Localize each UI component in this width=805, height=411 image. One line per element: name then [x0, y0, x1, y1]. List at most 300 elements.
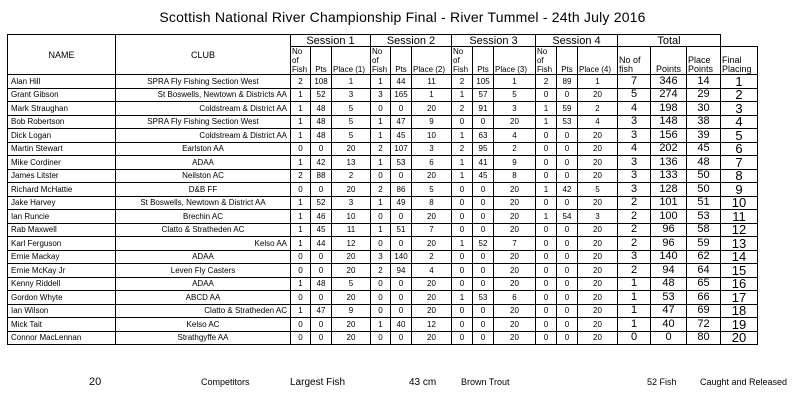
total-fish-cell: 1 [618, 291, 651, 305]
total-fish-cell: 3 [618, 169, 651, 183]
s1-place-cell: 20 [332, 250, 371, 264]
s3-fish-cell: 2 [452, 142, 473, 156]
s2-fish-cell: 2 [371, 183, 391, 197]
s3-place-cell: 20 [494, 223, 536, 237]
s3-place-cell: 1 [494, 75, 536, 89]
club-name: ADAA [116, 250, 291, 264]
s2-pts-cell: 94 [391, 264, 412, 278]
s1-fish-cell: 1 [291, 237, 311, 251]
total-points-cell: 198 [651, 102, 687, 116]
s1-place-cell: 20 [332, 142, 371, 156]
table-row [8, 169, 758, 183]
competitor-name: Dick Logan [8, 129, 116, 143]
s4-place-cell: 20 [578, 291, 618, 305]
s3-fish-cell: 2 [452, 102, 473, 116]
competitor-name: Gordon Whyte [8, 291, 116, 305]
s3-fish-cell: 0 [452, 223, 473, 237]
club-name: Coldstream & District AA [116, 102, 291, 116]
s2-pts-cell: 53 [391, 156, 412, 170]
s4-fish-cell: 0 [536, 129, 557, 143]
s1-place-cell: 20 [332, 183, 371, 197]
s1-fish-cell: 1 [291, 210, 311, 224]
s4-pts-cell: 54 [557, 210, 578, 224]
name-header: NAME [8, 35, 116, 75]
total-points-cell: 128 [651, 183, 687, 197]
s4-fish-cell: 0 [536, 142, 557, 156]
s2-fish-cell: 1 [371, 223, 391, 237]
s1-fish-cell: 0 [291, 183, 311, 197]
s4-place-cell: 20 [578, 223, 618, 237]
s3-pts-cell: 0 [473, 331, 494, 345]
s3-fish-cell: 1 [452, 291, 473, 305]
final-placing-cell: 16 [721, 277, 758, 291]
s2-pts-cell: 0 [391, 169, 412, 183]
largest-fish-label: Largest Fish [290, 377, 346, 388]
s2-place-cell: 20 [412, 304, 452, 318]
s3-pts-cell: 0 [473, 196, 494, 210]
place-points-cell: 30 [687, 102, 721, 116]
s2-place-cell: 20 [412, 210, 452, 224]
s2-pts-cell: 107 [391, 142, 412, 156]
s1-pts-cell: 0 [311, 250, 332, 264]
competitor-name: James Litster [8, 169, 116, 183]
s4-fish-cell: 0 [536, 264, 557, 278]
s1-pts-cell: 0 [311, 331, 332, 345]
s3-place-cell: 20 [494, 304, 536, 318]
final-placing-cell: 9 [721, 183, 758, 197]
total-points-cell: 202 [651, 142, 687, 156]
s1-place-cell: 3 [332, 196, 371, 210]
club-name: St Boswells, Newtown & Districts AA [116, 88, 291, 102]
total-points-cell: 101 [651, 196, 687, 210]
competitor-name: Ernie McKay Jr [8, 264, 116, 278]
caught-released: Caught and Released [700, 377, 788, 387]
s1-pts-cell: 88 [311, 169, 332, 183]
s3-fish-cell: 0 [452, 264, 473, 278]
s3-pts-cell: 0 [473, 277, 494, 291]
s1-place-cell: 10 [332, 210, 371, 224]
place-points-cell: 51 [687, 196, 721, 210]
s2-fish-cell: 0 [371, 291, 391, 305]
s2-place-cell: 9 [412, 115, 452, 129]
s4-place-cell: 20 [578, 142, 618, 156]
place-points-cell: 53 [687, 210, 721, 224]
place-points-cell: 66 [687, 291, 721, 305]
s4-place-cell: 20 [578, 129, 618, 143]
s3-pts-cell: 45 [473, 169, 494, 183]
competitor-name: Richard McHattie [8, 183, 116, 197]
total-fish-cell: 1 [618, 318, 651, 332]
s4-place-cell: 20 [578, 264, 618, 278]
final-placing-cell: 14 [721, 250, 758, 264]
s1-fish-cell: 1 [291, 156, 311, 170]
total-points-cell: 156 [651, 129, 687, 143]
total-fish-cell: 1 [618, 304, 651, 318]
s1-pts-cell: 108 [311, 75, 332, 89]
table-row [8, 115, 758, 129]
s1-pts-cell: 47 [311, 304, 332, 318]
competitor-name: Rab Maxwell [8, 223, 116, 237]
place-points-cell: 50 [687, 169, 721, 183]
club-name: St Boswells, Newtown & District AA [116, 196, 291, 210]
s2-fish-cell: 1 [371, 196, 391, 210]
s3-pts-cell: 91 [473, 102, 494, 116]
s2-pts-cell: 40 [391, 318, 412, 332]
table-row [8, 304, 758, 318]
s4-fish-cell: 1 [536, 102, 557, 116]
total-fish-cell: 1 [618, 277, 651, 291]
s3-place-cell: 20 [494, 196, 536, 210]
competitor-name: Ernie Mackay [8, 250, 116, 264]
table-row [8, 223, 758, 237]
header-row-sessions [8, 35, 758, 47]
total-points-cell: 94 [651, 264, 687, 278]
s3-pts-cell: 41 [473, 156, 494, 170]
s4-pts-cell: 0 [557, 250, 578, 264]
s1-pts-cell: 45 [311, 223, 332, 237]
final-placing-cell: 4 [721, 115, 758, 129]
s2-fish-cell: 1 [371, 318, 391, 332]
place-points-cell: 72 [687, 318, 721, 332]
s3-pts-cell: 0 [473, 115, 494, 129]
s1-pts-cell: 0 [311, 318, 332, 332]
table-row [8, 156, 758, 170]
s2-fish-cell: 1 [371, 75, 391, 89]
s4-fish-cell: 0 [536, 169, 557, 183]
s2-place-cell: 5 [412, 183, 452, 197]
total-fish-cell: 2 [618, 264, 651, 278]
s3-place-cell: 20 [494, 115, 536, 129]
s2-pts-cell: 51 [391, 223, 412, 237]
total-points-cell: 140 [651, 250, 687, 264]
place-points-cell: 69 [687, 304, 721, 318]
total-fish-cell: 3 [618, 183, 651, 197]
s1-pts-cell: 44 [311, 237, 332, 251]
s4-fish-cell: 2 [536, 75, 557, 89]
s2-pts-cell: 49 [391, 196, 412, 210]
s1-pts-cell: 0 [311, 183, 332, 197]
place-points-cell: 39 [687, 129, 721, 143]
s4-pts-cell: 0 [557, 318, 578, 332]
total-fish-cell: 3 [618, 156, 651, 170]
s1-fish-cell: 2 [291, 75, 311, 89]
table-row [8, 291, 758, 305]
s2-place-cell: 11 [412, 75, 452, 89]
s1-fish-cell: 1 [291, 223, 311, 237]
total-fish-cell: 2 [618, 210, 651, 224]
s1-pts-cell: 52 [311, 196, 332, 210]
s1-place-cell: 9 [332, 304, 371, 318]
s1-fish-cell: 1 [291, 129, 311, 143]
s3-place-cell: 7 [494, 237, 536, 251]
competitor-name: Connor MacLennan [8, 331, 116, 345]
largest-fish-size: 43 cm [409, 377, 437, 388]
s3-fish-cell: 0 [452, 183, 473, 197]
total-fish-cell: 2 [618, 223, 651, 237]
place-points-cell: 59 [687, 237, 721, 251]
s3-place-cell: 20 [494, 210, 536, 224]
table-row [8, 142, 758, 156]
s1-pts-header: Pts [311, 47, 332, 75]
s1-fish-cell: 1 [291, 88, 311, 102]
total-fish-cell: 4 [618, 102, 651, 116]
session2-header: Session 2 [371, 35, 452, 47]
competitor-name: Karl Ferguson [8, 237, 116, 251]
s3-place-cell: 20 [494, 277, 536, 291]
s3-place-cell: 20 [494, 264, 536, 278]
final-placing-cell: 11 [721, 210, 758, 224]
s2-fish-cell: 1 [371, 129, 391, 143]
s3-fish-cell: 0 [452, 115, 473, 129]
s2-fish-cell: 2 [371, 264, 391, 278]
total-points-cell: 96 [651, 237, 687, 251]
club-name: D&B FF [116, 183, 291, 197]
table-row [8, 250, 758, 264]
s2-place-header: Place (2) [412, 47, 452, 75]
competitor-name: Ian Runcie [8, 210, 116, 224]
s1-fish-cell: 1 [291, 196, 311, 210]
s3-pts-cell: 0 [473, 183, 494, 197]
total-points-cell: 48 [651, 277, 687, 291]
s1-place-cell: 2 [332, 169, 371, 183]
s2-place-cell: 20 [412, 169, 452, 183]
s4-pts-cell: 0 [557, 88, 578, 102]
competitor-count: 20 [89, 376, 102, 388]
s4-place-cell: 3 [578, 210, 618, 224]
s1-place-header: Place (1) [332, 47, 371, 75]
s4-place-cell: 4 [578, 115, 618, 129]
club-header: CLUB [116, 35, 291, 75]
final-placing-cell: 3 [721, 102, 758, 116]
s2-place-cell: 8 [412, 196, 452, 210]
s2-pts-cell: 0 [391, 291, 412, 305]
s1-pts-cell: 0 [311, 142, 332, 156]
club-name: ADAA [116, 277, 291, 291]
total-fish-cell: 5 [618, 88, 651, 102]
s4-pts-cell: 53 [557, 115, 578, 129]
club-name: Clatto & Stratheden AC [116, 304, 291, 318]
total-fish-cell: 7 [618, 75, 651, 89]
table-row [8, 88, 758, 102]
final-placing-cell: 15 [721, 264, 758, 278]
s1-place-cell: 12 [332, 237, 371, 251]
blank-header-cell [721, 35, 758, 47]
s1-place-cell: 5 [332, 102, 371, 116]
table-row [8, 102, 758, 116]
competitor-name: Martin Stewart [8, 142, 116, 156]
table-row [8, 196, 758, 210]
place-points-cell: 80 [687, 331, 721, 345]
s1-pts-cell: 48 [311, 115, 332, 129]
s1-fish-cell: 2 [291, 169, 311, 183]
largest-fish-species: Brown Trout [461, 377, 510, 387]
s4-fish-cell: 0 [536, 88, 557, 102]
final-placing-cell: 5 [721, 129, 758, 143]
place-points-header: Place Points [687, 47, 721, 75]
s1-place-cell: 20 [332, 331, 371, 345]
s1-pts-cell: 46 [311, 210, 332, 224]
s3-place-cell: 20 [494, 318, 536, 332]
total-fish-cell: 4 [618, 142, 651, 156]
s4-pts-cell: 0 [557, 142, 578, 156]
s1-fish-cell: 1 [291, 115, 311, 129]
s2-place-cell: 12 [412, 318, 452, 332]
s3-place-cell: 8 [494, 169, 536, 183]
table-row [8, 237, 758, 251]
total-fish-header: No of fish [618, 47, 651, 75]
s4-pts-cell: 0 [557, 169, 578, 183]
s3-pts-cell: 105 [473, 75, 494, 89]
table-row [8, 75, 758, 89]
s4-place-cell: 20 [578, 277, 618, 291]
s3-place-cell: 20 [494, 331, 536, 345]
club-name: ABCD AA [116, 291, 291, 305]
s2-pts-cell: 0 [391, 304, 412, 318]
club-name: Neilston AC [116, 169, 291, 183]
s3-fish-cell: 1 [452, 169, 473, 183]
final-placing-cell: 10 [721, 196, 758, 210]
competitor-name: Grant Gibson [8, 88, 116, 102]
total-points-cell: 53 [651, 291, 687, 305]
s3-fish-cell: 1 [452, 129, 473, 143]
place-points-cell: 14 [687, 75, 721, 89]
s1-place-cell: 5 [332, 277, 371, 291]
s1-fish-header: No of Fish [291, 47, 311, 75]
s2-fish-cell: 1 [371, 156, 391, 170]
s2-place-cell: 1 [412, 88, 452, 102]
s3-place-cell: 20 [494, 183, 536, 197]
total-fish-cell: 3 [618, 115, 651, 129]
total-fish-cell: 3 [618, 250, 651, 264]
club-name: Strathgyffe AA [116, 331, 291, 345]
s1-fish-cell: 1 [291, 102, 311, 116]
s3-fish-cell: 0 [452, 250, 473, 264]
place-points-cell: 64 [687, 264, 721, 278]
final-placing-cell: 20 [721, 331, 758, 345]
table-row [8, 331, 758, 345]
s4-pts-cell: 0 [557, 304, 578, 318]
total-points-cell: 100 [651, 210, 687, 224]
s2-pts-cell: 47 [391, 115, 412, 129]
total-fish-cell: 0 [618, 331, 651, 345]
total-points-cell: 40 [651, 318, 687, 332]
s4-place-cell: 20 [578, 318, 618, 332]
place-points-cell: 62 [687, 250, 721, 264]
competitor-name: Alan Hill [8, 75, 116, 89]
s4-pts-cell: 89 [557, 75, 578, 89]
s3-fish-cell: 0 [452, 331, 473, 345]
s3-place-cell: 20 [494, 250, 536, 264]
s4-fish-cell: 0 [536, 223, 557, 237]
club-name: ADAA [116, 156, 291, 170]
s4-place-header: Place (4) [578, 47, 618, 75]
results-table [7, 34, 758, 345]
session1-header: Session 1 [291, 35, 371, 47]
s4-pts-cell: 0 [557, 331, 578, 345]
place-points-cell: 38 [687, 115, 721, 129]
s4-place-cell: 20 [578, 237, 618, 251]
competitors-label: Competitors [201, 377, 250, 387]
s4-pts-cell: 0 [557, 196, 578, 210]
page-title: Scottish National River Championship Final - River Tummel - 24th July 2016 [159, 9, 646, 25]
s4-place-cell: 20 [578, 196, 618, 210]
s4-place-cell: 20 [578, 156, 618, 170]
s2-pts-cell: 44 [391, 75, 412, 89]
s2-pts-cell: 0 [391, 210, 412, 224]
s3-fish-cell: 0 [452, 277, 473, 291]
club-name: Kelso AC [116, 318, 291, 332]
final-placing-cell: 1 [721, 75, 758, 89]
s3-pts-cell: 57 [473, 88, 494, 102]
s1-pts-cell: 0 [311, 291, 332, 305]
table-row [8, 129, 758, 143]
total-points-cell: 47 [651, 304, 687, 318]
club-name: Clatto & Stratheden AC [116, 223, 291, 237]
s2-place-cell: 2 [412, 250, 452, 264]
s4-place-cell: 20 [578, 250, 618, 264]
table-row [8, 183, 758, 197]
club-name: SPRA Fly Fishing Section West [116, 75, 291, 89]
s3-pts-header: Pts [473, 47, 494, 75]
s3-fish-cell: 1 [452, 156, 473, 170]
final-placing-cell: 12 [721, 223, 758, 237]
s1-fish-cell: 0 [291, 142, 311, 156]
s2-fish-cell: 2 [371, 142, 391, 156]
s3-pts-cell: 0 [473, 304, 494, 318]
s3-pts-cell: 95 [473, 142, 494, 156]
s2-place-cell: 3 [412, 142, 452, 156]
table-row [8, 277, 758, 291]
s4-place-cell: 1 [578, 75, 618, 89]
total-fish: 52 Fish [647, 377, 677, 387]
final-placing-cell: 17 [721, 291, 758, 305]
s4-fish-header: No of Fish [536, 47, 557, 75]
s3-pts-cell: 0 [473, 223, 494, 237]
s3-pts-cell: 0 [473, 250, 494, 264]
s3-pts-cell: 0 [473, 318, 494, 332]
s2-pts-cell: 86 [391, 183, 412, 197]
s2-fish-cell: 0 [371, 304, 391, 318]
place-points-cell: 58 [687, 223, 721, 237]
total-points-cell: 0 [651, 331, 687, 345]
final-placing-cell: 6 [721, 142, 758, 156]
s3-fish-cell: 0 [452, 304, 473, 318]
s1-pts-cell: 52 [311, 88, 332, 102]
s1-place-cell: 3 [332, 88, 371, 102]
s3-pts-cell: 0 [473, 264, 494, 278]
final-placing-header: Final Placing [721, 47, 758, 75]
session3-header: Session 3 [452, 35, 536, 47]
s4-pts-cell: 42 [557, 183, 578, 197]
s4-fish-cell: 0 [536, 237, 557, 251]
s2-place-cell: 20 [412, 102, 452, 116]
s1-place-cell: 1 [332, 75, 371, 89]
competitor-name: Mick Tait [8, 318, 116, 332]
s1-pts-cell: 48 [311, 129, 332, 143]
place-points-cell: 50 [687, 183, 721, 197]
competitor-name: Kenny Riddell [8, 277, 116, 291]
footer [0, 377, 805, 391]
place-points-cell: 29 [687, 88, 721, 102]
s1-fish-cell: 0 [291, 331, 311, 345]
s4-pts-header: Pts [557, 47, 578, 75]
s1-fish-cell: 0 [291, 318, 311, 332]
s3-pts-cell: 53 [473, 291, 494, 305]
final-placing-cell: 13 [721, 237, 758, 251]
s2-pts-cell: 0 [391, 237, 412, 251]
competitor-name: Ian Wilson [8, 304, 116, 318]
s2-place-cell: 20 [412, 277, 452, 291]
